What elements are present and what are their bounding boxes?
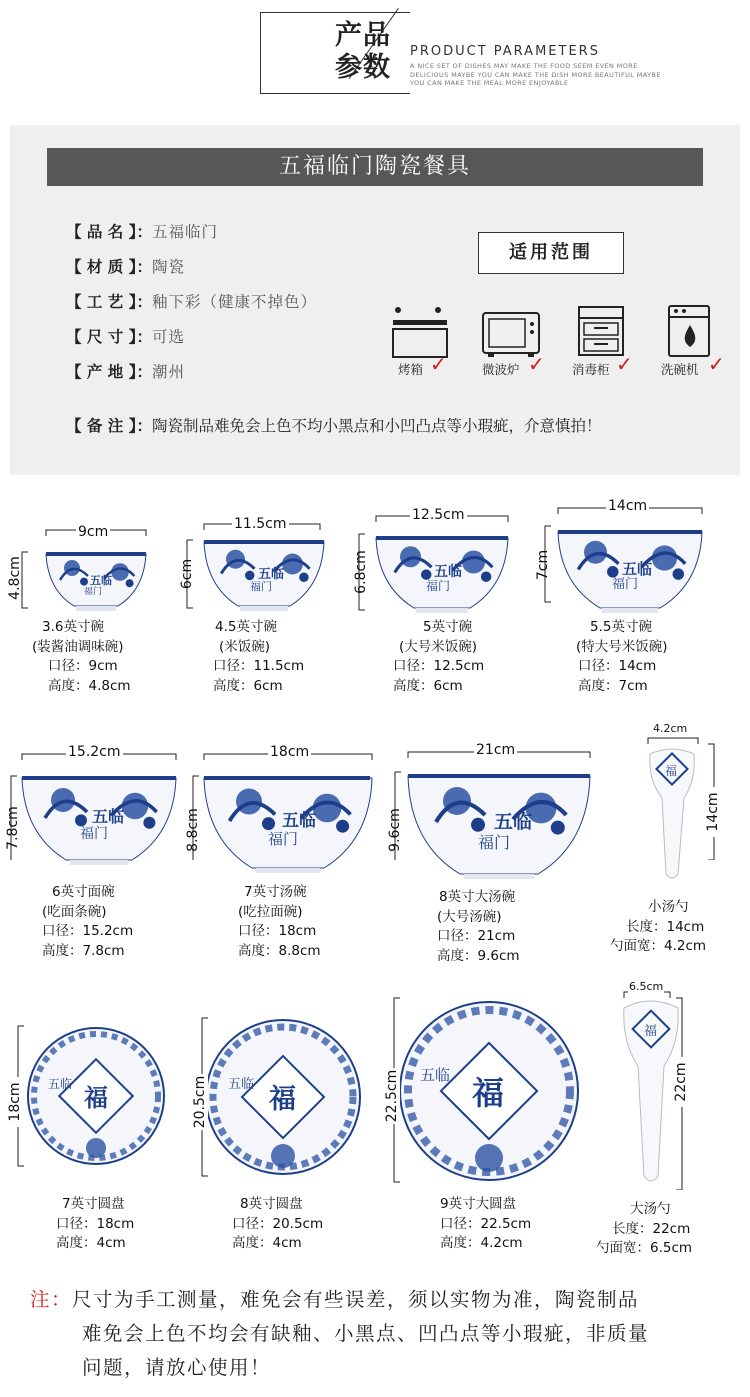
spec-row: 【 材 质 】：陶瓷: [66, 258, 185, 276]
dimension-lines: [0, 720, 750, 860]
caption-line: 高度：6cm: [393, 677, 463, 694]
svg-text:福: 福: [665, 764, 678, 778]
width-label: 11.5cm: [234, 516, 287, 532]
caption-line: 8英寸圆盘: [240, 1196, 303, 1212]
caption-line: 8英寸大汤碗: [439, 889, 516, 905]
spec-key: 【 材 质 】: [66, 258, 137, 276]
spec-value: 陶瓷: [151, 258, 185, 276]
caption-line: 5.5英寸碗: [590, 619, 652, 635]
item-caption: [440, 1195, 531, 1254]
appliance-label: 消毒柜: [572, 362, 610, 377]
width-label: 6.5cm: [629, 980, 664, 993]
caption-line: 高度：9.6cm: [437, 947, 520, 964]
caption-line: 长度：22cm: [612, 1220, 691, 1237]
item-caption: [610, 898, 706, 957]
caption-line: 9英寸大圆盘: [440, 1196, 517, 1212]
caption-line: 口径：15.2cm: [42, 923, 134, 939]
item-caption: [437, 888, 520, 966]
svg-text:五临: 五临: [90, 574, 112, 587]
scope-badge: 适用范围: [478, 232, 624, 274]
caption-line: 高度：4.2cm: [440, 1235, 523, 1251]
caption-line: 高度：6cm: [213, 677, 283, 694]
header-title-en: PRODUCT PARAMETERS: [410, 44, 600, 59]
svg-text:福门: 福门: [612, 577, 639, 592]
caption-line: 长度：14cm: [626, 918, 705, 935]
svg-text:福门: 福门: [80, 826, 108, 842]
footer-line: 难免会上色不均会有缺釉、小黑点、凹凸点等小瑕疵，非质量: [82, 1322, 650, 1345]
height-label: 9.6cm: [387, 808, 403, 852]
caption-line: (装酱油调味碗): [32, 638, 124, 655]
header-title-line1: 产品: [335, 20, 391, 51]
appliance-label: 洗碗机: [661, 362, 699, 377]
appliance-label: 烤箱: [398, 362, 424, 377]
height-label: 20.5cm: [192, 1075, 208, 1129]
check-icon: ✓: [430, 352, 447, 376]
caption-line: 勺面宽：4.2cm: [610, 938, 707, 954]
svg-text:福: 福: [84, 1083, 108, 1112]
note-row: 【 备 注 】：陶瓷制品难免会上色不均小黑点和小凹凸点等小瑕疵，介意慎拍！: [66, 417, 602, 435]
microwave-icon: [482, 312, 562, 392]
caption-line: (吃面条碗): [42, 903, 107, 920]
width-label: 21cm: [476, 742, 516, 758]
caption-line: 5英寸碗: [423, 619, 473, 635]
spec-value: 可选: [151, 328, 185, 346]
check-icon: ✓: [616, 352, 633, 376]
spec-row: 【 品 名 】：五福临门: [66, 223, 218, 241]
height-label: 7.8cm: [5, 806, 21, 850]
svg-text:福门: 福门: [268, 830, 299, 848]
item-caption: [596, 1200, 692, 1259]
caption-line: 口径：9cm: [48, 658, 118, 674]
svg-text:五临: 五临: [494, 811, 533, 833]
spec-value: 五福临门: [151, 223, 218, 241]
svg-text:五临: 五临: [434, 564, 462, 580]
spec-row: 【 产 地 】：潮州: [66, 363, 185, 381]
svg-text:五临: 五临: [622, 560, 653, 578]
spec-value: 潮州: [151, 363, 185, 381]
spec-key: 【 品 名 】: [66, 223, 137, 241]
caption-line: 6英寸面碗: [52, 884, 115, 900]
caption-line: 口径：18cm: [238, 923, 317, 939]
caption-line: 高度：4cm: [56, 1235, 126, 1251]
item-caption: [232, 1195, 323, 1254]
height-label: 6.8cm: [353, 550, 369, 594]
footer-label: 注：: [30, 1288, 73, 1311]
svg-text:福门: 福门: [84, 587, 103, 597]
dimension-lines: [0, 990, 750, 1190]
height-label: 22.5cm: [384, 1069, 400, 1123]
item-caption: [576, 618, 668, 696]
header-subtitle: A NICE SET OF DISHES MAY MAKE THE FOOD SEEM EVEN MORE DELICIOUS MAYBE YOU CAN MAKE THE DISH MORE BEAUTIFUL MAYBE YOU CAN MAKE THE MEAL MORE ENJOYABLE: [410, 62, 661, 87]
caption-line: (特大号米饭碗): [576, 638, 668, 655]
caption-line: 口径：20.5cm: [232, 1215, 324, 1232]
spec-key: 【 产 地 】: [66, 363, 137, 381]
svg-text:福: 福: [269, 1084, 296, 1115]
width-label: 4.2cm: [653, 722, 688, 735]
height-label: 18cm: [7, 1077, 23, 1127]
svg-text:五临: 五临: [258, 567, 285, 582]
spec-row: 【 尺 寸 】：可选: [66, 328, 185, 346]
caption-line: 勺面宽：6.5cm: [596, 1240, 693, 1256]
svg-text:福门: 福门: [478, 833, 511, 852]
spec-key: 【 工 艺 】: [66, 293, 137, 311]
svg-text:福门: 福门: [250, 580, 272, 593]
page-header: [0, 0, 750, 120]
height-label: 14cm: [705, 787, 721, 837]
caption-line: 小汤勺: [648, 899, 689, 915]
check-icon: ✓: [708, 352, 725, 376]
svg-text:福: 福: [644, 1024, 658, 1039]
header-title-cn: [335, 20, 391, 84]
height-label: 22cm: [673, 1057, 689, 1107]
caption-line: 高度：4cm: [232, 1235, 302, 1251]
caption-line: (吃拉面碗): [238, 903, 303, 920]
caption-line: 口径：22.5cm: [440, 1215, 532, 1232]
height-label: 7cm: [535, 549, 551, 581]
footer-note: [30, 1283, 720, 1385]
caption-line: 口径：18cm: [56, 1215, 135, 1232]
note-value: 陶瓷制品难免会上色不均小黑点和小凹凸点等小瑕疵，介意慎拍！: [151, 417, 602, 435]
caption-line: (大号汤碗): [437, 908, 502, 925]
caption-line: 高度：4.8cm: [48, 677, 131, 694]
appliance-label: 微波炉: [482, 362, 520, 377]
spec-key: 【 尺 寸 】: [66, 328, 137, 346]
caption-line: 口径：12.5cm: [393, 658, 485, 674]
svg-text:五临: 五临: [92, 807, 125, 826]
caption-line: (米饭碗): [219, 638, 271, 655]
caption-line: 高度：7cm: [578, 677, 648, 694]
header-title-line2: 参数: [335, 52, 391, 83]
footer-line: 尺寸为手工测量，难免会有些误差，须以实物为准，陶瓷制品: [72, 1288, 640, 1311]
caption-line: 高度：7.8cm: [42, 942, 125, 959]
svg-text:五临: 五临: [420, 1066, 451, 1084]
caption-line: (大号米饭碗): [399, 638, 478, 655]
width-label: 15.2cm: [68, 744, 121, 760]
svg-text:五临: 五临: [228, 1077, 255, 1092]
height-label: 4.8cm: [7, 556, 23, 600]
check-icon: ✓: [528, 352, 545, 376]
height-label: 6cm: [179, 558, 195, 590]
item-caption: [213, 618, 304, 696]
caption-line: 4.5英寸碗: [215, 619, 277, 635]
caption-line: 大汤勺: [630, 1201, 671, 1217]
svg-text:五临: 五临: [48, 1077, 73, 1091]
caption-line: 口径：11.5cm: [213, 658, 305, 674]
width-label: 9cm: [78, 524, 109, 540]
caption-line: 7英寸汤碗: [244, 884, 307, 900]
item-caption: [36, 883, 133, 961]
product-title: 五福临门陶瓷餐具: [47, 148, 703, 186]
caption-line: 3.6英寸碗: [42, 619, 104, 635]
item-caption: [393, 618, 484, 696]
dimension-lines: [0, 500, 750, 620]
caption-line: 口径：21cm: [437, 928, 516, 944]
width-label: 14cm: [608, 498, 648, 514]
item-caption: [56, 1195, 134, 1254]
svg-text:福: 福: [472, 1074, 505, 1112]
caption-line: 高度：8.8cm: [238, 942, 321, 959]
width-label: 12.5cm: [412, 507, 465, 523]
caption-line: 口径：14cm: [578, 658, 657, 674]
note-key: 【 备 注 】: [66, 417, 137, 435]
item-caption: [32, 618, 131, 696]
height-label: 8.8cm: [185, 808, 201, 852]
svg-text:五临: 五临: [282, 811, 316, 831]
spec-row: 【 工 艺 】：釉下彩（健康不掉色）: [66, 293, 317, 311]
footer-line: 问题，请放心使用！: [82, 1356, 272, 1379]
spec-value: 釉下彩（健康不掉色）: [151, 293, 317, 311]
svg-text:福门: 福门: [426, 579, 451, 593]
item-caption: [238, 883, 321, 961]
width-label: 18cm: [270, 744, 310, 760]
caption-line: 7英寸圆盘: [62, 1196, 125, 1212]
